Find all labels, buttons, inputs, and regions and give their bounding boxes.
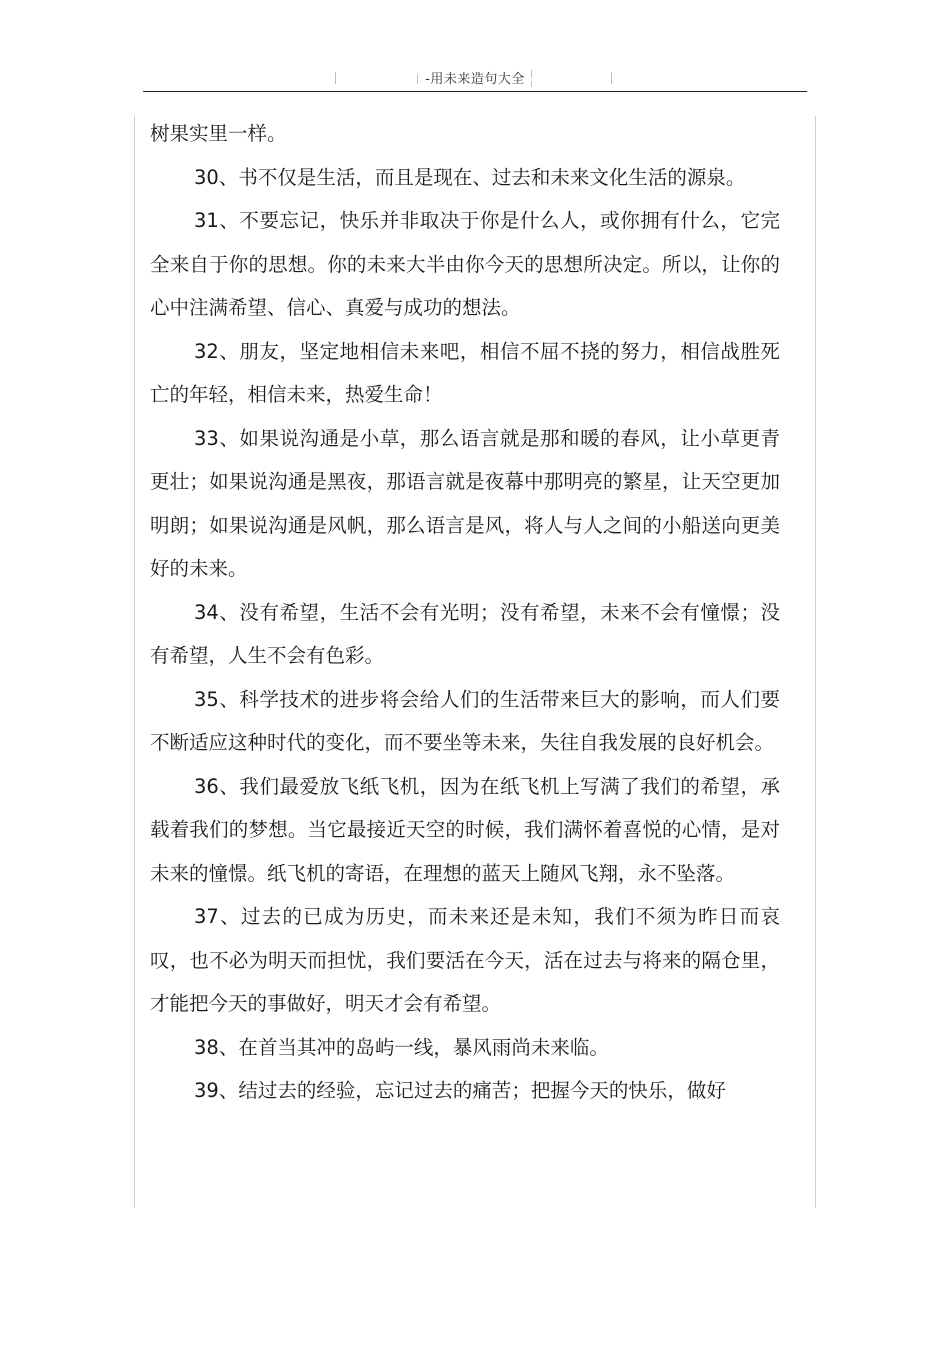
body-paragraph: 30、书不仅是生活，而且是现在、过去和未来文化生活的源泉。 xyxy=(194,165,746,189)
header-tick-mark xyxy=(531,70,532,78)
header-tick-mark xyxy=(417,74,418,84)
body-paragraph: 39、结过去的经验，忘记过去的痛苦；把握今天的快乐，做好 xyxy=(194,1079,726,1102)
body-paragraph: 37、过去的已成为历史，而未来还是未知，我们不须为昨日而哀叹，也不必为明天而担忧，我们要活在今天，活在过去与将来的隔仓里，才能把今天的事做好，明天才会有希望。 xyxy=(150,905,780,1015)
header-rule xyxy=(143,91,807,92)
body-paragraph: 32、朋友，坚定地相信未来吧，相信不屈不挠的努力，相信战胜死亡的年轻，相信未来，热爱生命！ xyxy=(150,339,780,406)
body-paragraph: 34、没有希望，生活不会有光明；没有希望，未来不会有憧憬；没有希望，人生不会有色彩。 xyxy=(150,600,780,667)
body-paragraph: 35、科学技术的进步将会给人们的生活带来巨大的影响，而人们要不断适应这种时代的变化，而不要坐等未来，失往自我发展的良好机会。 xyxy=(150,687,780,754)
body-paragraph: 33、如果说沟通是小草，那么语言就是那和暖的春风，让小草更青更壮；如果说沟通是黑夜，那语言就是夜幕中那明亮的繁星，让天空更加明朗；如果说沟通是风帆，那么语言是风，将人与人之间的小船送向更美好的未来。 xyxy=(150,426,780,580)
running-header-title: -用未来造句大全 xyxy=(425,72,525,87)
left-margin-line xyxy=(134,116,135,1208)
header-tick-mark xyxy=(531,81,532,87)
right-margin-line xyxy=(815,116,816,1208)
body-paragraph: 树果实里一样。 xyxy=(150,122,287,145)
body-text xyxy=(150,112,780,1113)
body-paragraph: 31、不要忘记，快乐并非取决于你是什么人，或你拥有什么，它完全来自于你的思想。你的未来大半由你今天的思想所决定。所以，让你的心中注满希望、信心、真爱与成功的想法。 xyxy=(150,209,780,319)
header-tick-mark xyxy=(611,72,612,84)
body-paragraph: 38、在首当其冲的岛屿一线，暴风雨尚未来临。 xyxy=(194,1035,609,1059)
body-paragraph: 36、我们最爱放飞纸飞机，因为在纸飞机上写满了我们的希望，承载着我们的梦想。当它最接近天空的时候，我们满怀着喜悦的心情，是对未来的憧憬。纸飞机的寄语，在理想的蓝天上随风飞翔，永不坠落。 xyxy=(150,774,780,885)
header-tick-mark xyxy=(335,72,336,84)
